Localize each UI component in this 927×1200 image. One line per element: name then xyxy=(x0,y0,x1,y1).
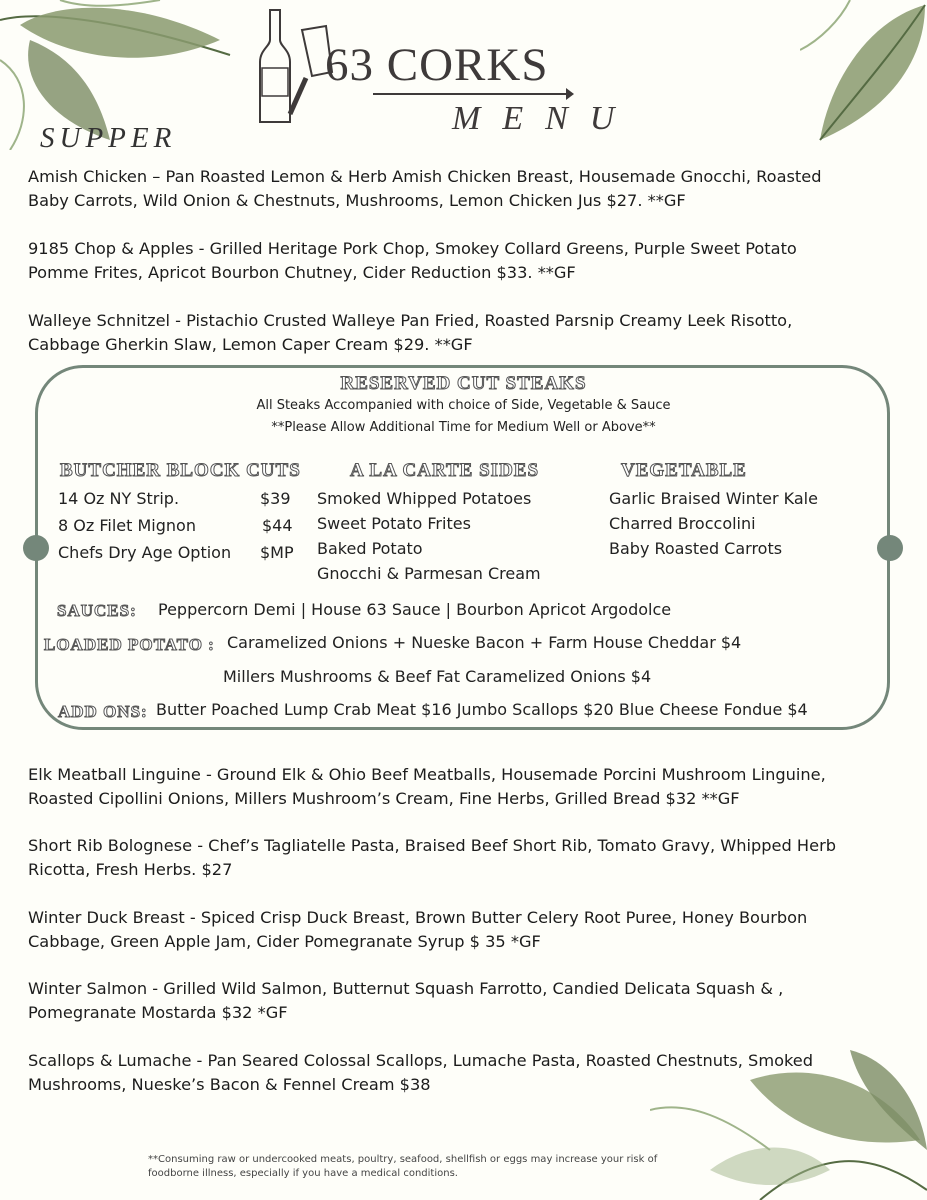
loaded-potato-options-2: Millers Mushrooms & Beef Fat Caramelized Onions $4 xyxy=(223,667,652,686)
sides-heading: A LA CARTE SIDES xyxy=(350,460,540,481)
butcher-item-price: $39 xyxy=(260,489,291,508)
menu-item xyxy=(28,1049,908,1097)
panel-dot-right xyxy=(877,535,903,561)
add-ons-label: ADD ONS: xyxy=(58,702,148,721)
side-item: Sweet Potato Frites xyxy=(317,514,471,533)
menu-heading: MENU xyxy=(452,100,637,137)
menu-item xyxy=(28,237,908,285)
butcher-item-price: $MP xyxy=(260,543,294,562)
arrow-divider xyxy=(373,93,568,95)
loaded-potato-options: Caramelized Onions + Nueske Bacon + Farm House Cheddar $4 xyxy=(227,633,742,652)
steaks-title: RESERVED CUT STEAKS xyxy=(340,373,587,394)
butcher-item-name: 8 Oz Filet Mignon xyxy=(58,516,196,535)
menu-item-line: 9185 Chop & Apples - Grilled Heritage Pork Chop, Smokey Collard Greens, Purple Sweet Potato xyxy=(28,239,797,258)
vegetable-heading: VEGETABLE xyxy=(621,460,747,481)
brand-title: 63 CORKS xyxy=(325,39,549,91)
menu-item xyxy=(28,906,908,954)
butcher-item-price: $44 xyxy=(262,516,293,535)
menu-item xyxy=(28,165,908,213)
menu-item-line: Ricotta, Fresh Herbs. $27 xyxy=(28,860,233,879)
vegetable-item: Charred Broccolini xyxy=(609,514,756,533)
menu-item xyxy=(28,763,908,811)
menu-item xyxy=(28,834,908,882)
menu-item xyxy=(28,977,908,1025)
food-safety-disclaimer xyxy=(148,1153,708,1181)
menu-item-line: Winter Salmon - Grilled Wild Salmon, Butternut Squash Farrotto, Candied Delicata Squash & , xyxy=(28,979,784,998)
sauces-label: SAUCES: xyxy=(57,601,137,620)
side-item: Smoked Whipped Potatoes xyxy=(317,489,532,508)
loaded-potato-label: LOADED POTATO : xyxy=(44,635,215,654)
butcher-item-name: Chefs Dry Age Option xyxy=(58,543,232,562)
leaf-decoration-top-right xyxy=(800,0,927,150)
panel-dot-left xyxy=(23,535,49,561)
disclaimer-line: foodborne illness, especially if you have a medical conditions. xyxy=(148,1168,458,1179)
menu-item-line: Elk Meatball Linguine - Ground Elk & Ohio Beef Meatballs, Housemade Porcini Mushroom Linguine, xyxy=(28,765,826,784)
butcher-heading: BUTCHER BLOCK CUTS xyxy=(60,460,301,481)
menu-item-line: Mushrooms, Nueske’s Bacon & Fennel Cream $38 xyxy=(28,1075,431,1094)
menu-item-line: Cabbage, Green Apple Jam, Cider Pomegranate Syrup $ 35 *GF xyxy=(28,932,541,951)
butcher-item-name: 14 Oz NY Strip. xyxy=(58,489,180,508)
steaks-note: **Please Allow Additional Time for Medium Well or Above** xyxy=(271,420,656,435)
side-item: Baked Potato xyxy=(317,539,423,558)
section-title: SUPPER xyxy=(40,122,177,154)
add-ons-list: Butter Poached Lump Crab Meat $16 Jumbo Scallops $20 Blue Cheese Fondue $4 xyxy=(156,700,808,719)
menu-item-line: Cabbage Gherkin Slaw, Lemon Caper Cream $29. **GF xyxy=(28,335,473,354)
menu-item-line: Amish Chicken – Pan Roasted Lemon & Herb Amish Chicken Breast, Housemade Gnocchi, Roasted xyxy=(28,167,822,186)
menu-item-line: Walleye Schnitzel - Pistachio Crusted Walleye Pan Fried, Roasted Parsnip Creamy Leek Risotto, xyxy=(28,311,793,330)
steaks-subtitle: All Steaks Accompanied with choice of Side, Vegetable & Sauce xyxy=(256,398,671,413)
vegetable-item: Garlic Braised Winter Kale xyxy=(609,489,818,508)
disclaimer-line: **Consuming raw or undercooked meats, poultry, seafood, shellfish or eggs may increase your risk of xyxy=(148,1154,658,1165)
menu-item-line: Pomme Frites, Apricot Bourbon Chutney, Cider Reduction $33. **GF xyxy=(28,263,576,282)
menu-item-line: Roasted Cipollini Onions, Millers Mushroom’s Cream, Fine Herbs, Grilled Bread $32 **GF xyxy=(28,789,740,808)
menu-item-line: Short Rib Bolognese - Chef’s Tagliatelle Pasta, Braised Beef Short Rib, Tomato Gravy, Whipped Herb xyxy=(28,836,836,855)
side-item: Gnocchi & Parmesan Cream xyxy=(317,564,541,583)
menu-item-line: Winter Duck Breast - Spiced Crisp Duck Breast, Brown Butter Celery Root Puree, Honey Bourbon xyxy=(28,908,808,927)
vegetable-item: Baby Roasted Carrots xyxy=(609,539,783,558)
menu-item-line: Baby Carrots, Wild Onion & Chestnuts, Mushrooms, Lemon Chicken Jus $27. **GF xyxy=(28,191,686,210)
menu-item-line: Pomegranate Mostarda $32 *GF xyxy=(28,1003,288,1022)
sauces-list: Peppercorn Demi | House 63 Sauce | Bourbon Apricot Argodolce xyxy=(158,600,672,619)
menu-item xyxy=(28,309,908,357)
menu-item-line: Scallops & Lumache - Pan Seared Colossal Scallops, Lumache Pasta, Roasted Chestnuts, Smoked xyxy=(28,1051,814,1070)
